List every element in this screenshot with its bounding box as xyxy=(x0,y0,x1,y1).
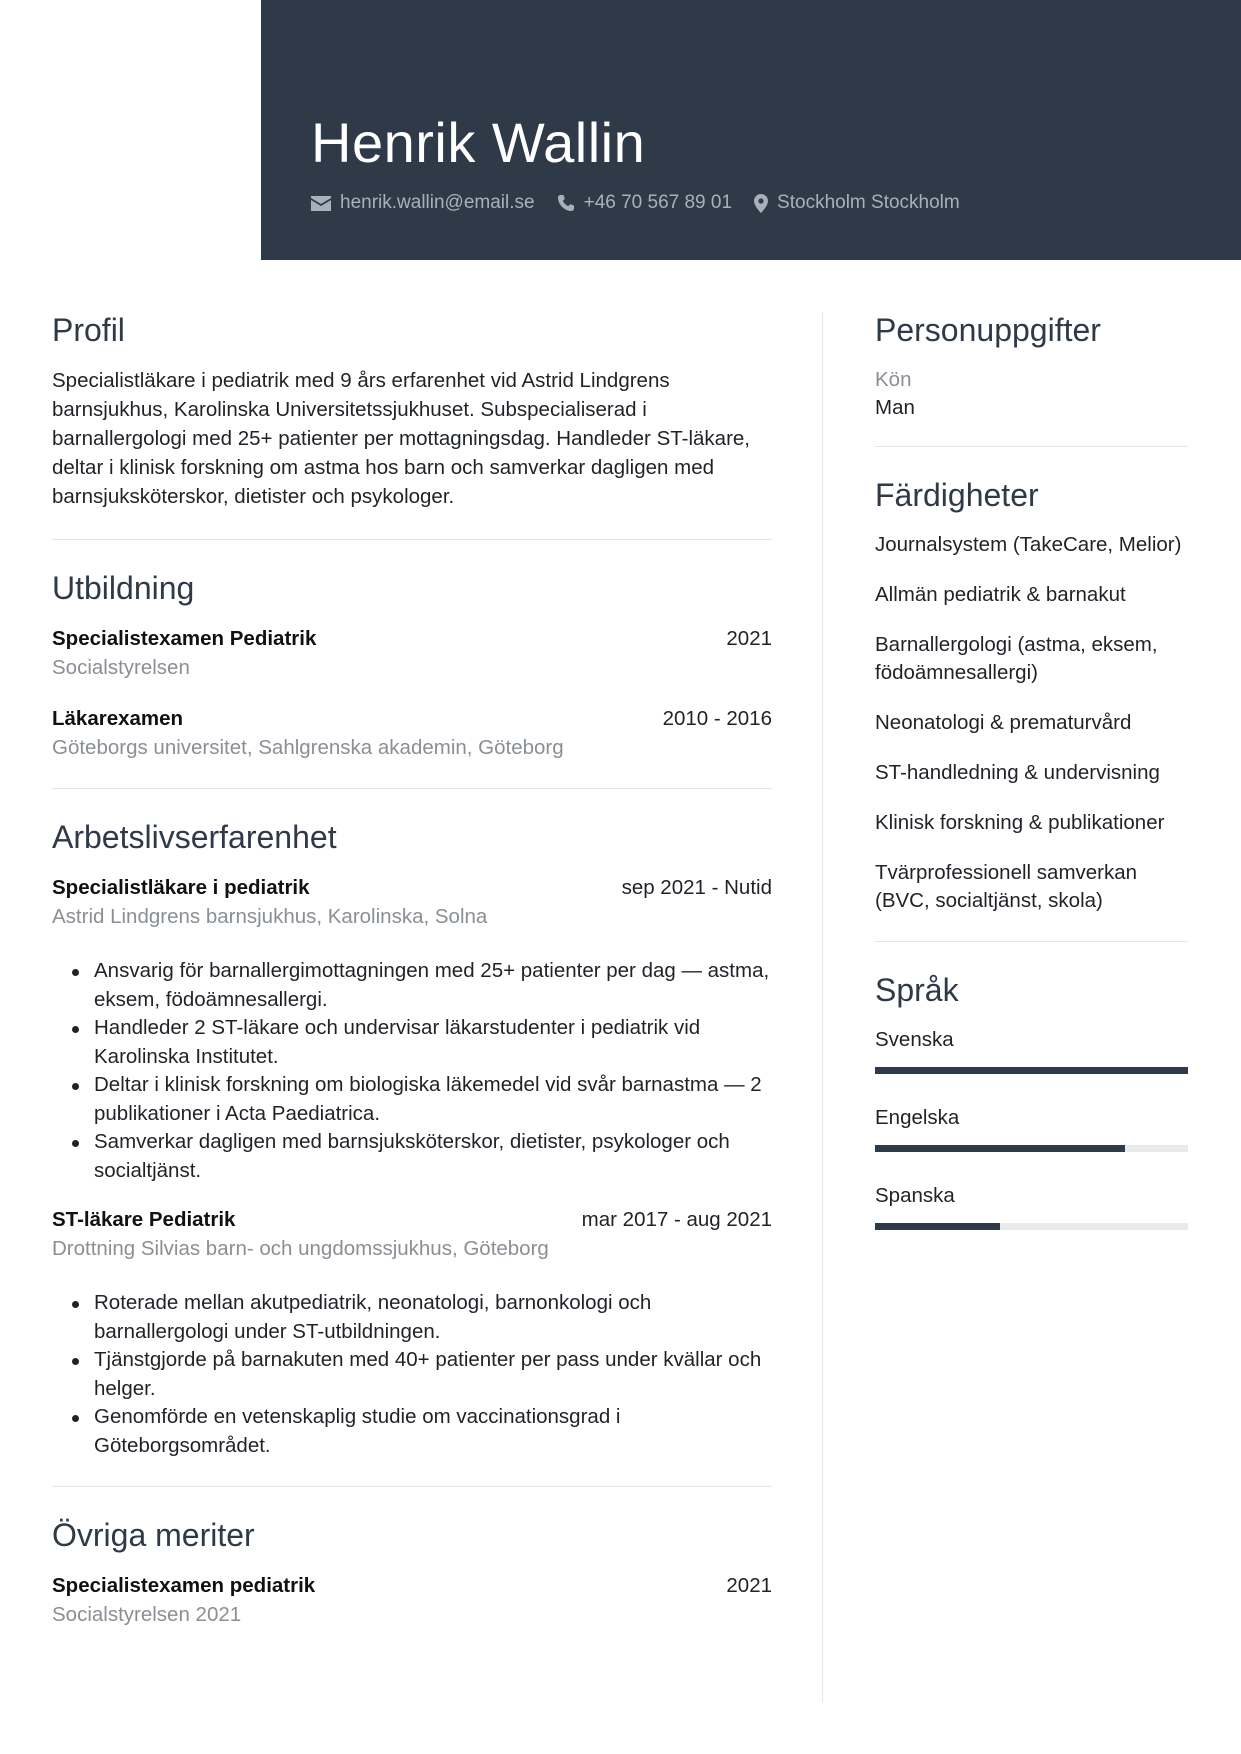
section-divider xyxy=(875,446,1188,447)
section-divider xyxy=(875,941,1188,942)
skill-item: Klinisk forskning & publikationer xyxy=(875,811,1165,834)
degree-title: Specialistexamen Pediatrik xyxy=(52,627,317,650)
map-pin-icon xyxy=(754,194,768,213)
language-level-bar xyxy=(875,1067,1188,1074)
section-title: Färdigheter xyxy=(875,477,1039,513)
list-item: Tjänstgjorde på barnakuten med 40+ patienter per pass under kvällar och helger. xyxy=(72,1346,772,1403)
employer-name: Astrid Lindgrens barnsjukhus, Karolinska, Solna xyxy=(52,905,488,928)
contact-email[interactable] xyxy=(311,192,535,214)
experience-entry xyxy=(52,1205,772,1460)
job-title: ST-läkare Pediatrik xyxy=(52,1208,236,1231)
location-text: Stockholm Stockholm xyxy=(777,192,960,213)
school-name: Socialstyrelsen xyxy=(52,656,190,679)
section-divider xyxy=(52,1486,772,1487)
skill-item: Journalsystem (TakeCare, Melior) xyxy=(875,533,1182,556)
section-title: Arbetslivserfarenhet xyxy=(52,819,337,855)
entry-date: mar 2017 - aug 2021 xyxy=(581,1208,772,1231)
skill-item: Allmän pediatrik & barnakut xyxy=(875,583,1126,606)
phone-icon xyxy=(557,194,575,212)
section-title: Personuppgifter xyxy=(875,312,1101,348)
language-level-fill xyxy=(875,1223,1000,1230)
envelope-icon xyxy=(311,196,331,211)
profile-section xyxy=(52,308,772,511)
language-name: Svenska xyxy=(875,1028,954,1051)
education-entry xyxy=(52,624,772,682)
education-entry xyxy=(52,704,772,762)
other-merits-section xyxy=(52,1513,772,1629)
skill-item: Neonatologi & prematurvård xyxy=(875,711,1132,734)
achievement-list xyxy=(72,957,772,1185)
list-item: Deltar i klinisk forskning om biologiska läkemedel vid svår barnastma — 2 publikationer i Acta Paediatrica. xyxy=(72,1071,772,1128)
main-column xyxy=(52,308,772,1629)
list-item: Roterade mellan akutpediatrik, neonatologi, barnonkologi och barnallergologi under ST-utbildningen. xyxy=(72,1289,772,1346)
email-text: henrik.wallin@email.se xyxy=(340,192,535,213)
profile-text: Specialistläkare i pediatrik med 9 års erfarenhet vid Astrid Lindgrens barnsjukhus, Karolinska Universitetssjukhuset. Subspecialiserad i barnallergologi med 25+ patienter per mottagningsdag. Handleder ST-läkare, deltar i klinisk forskning om astma hos barn och samverkar dagligen med barnsjuksköterskor, dietister och psykologer. xyxy=(52,369,751,508)
entry-date: 2010 - 2016 xyxy=(662,707,772,730)
section-title: Profil xyxy=(52,312,125,348)
entry-date: sep 2021 - Nutid xyxy=(621,876,772,899)
skill-item: Tvärprofessionell samverkan (BVC, socialtjänst, skola) xyxy=(875,861,1138,912)
merit-title: Specialistexamen pediatrik xyxy=(52,1574,316,1597)
column-divider xyxy=(822,312,823,1702)
language-level-bar xyxy=(875,1145,1188,1152)
skill-item: Barnallergologi (astma, eksem, födoämnesallergi) xyxy=(875,633,1158,684)
list-item: Handleder 2 ST-läkare och undervisar läkarstudenter i pediatrik vid Karolinska Institutet. xyxy=(72,1014,772,1071)
job-title: Specialistläkare i pediatrik xyxy=(52,876,310,899)
language-level-bar xyxy=(875,1223,1188,1230)
sidebar-column xyxy=(875,308,1188,1260)
merit-issuer: Socialstyrelsen 2021 xyxy=(52,1603,242,1626)
entry-date: 2021 xyxy=(726,627,772,650)
school-name: Göteborgs universitet, Sahlgrenska akademin, Göteborg xyxy=(52,736,564,759)
entry-date: 2021 xyxy=(726,1574,772,1597)
phone-text: +46 70 567 89 01 xyxy=(583,192,733,213)
language-name: Engelska xyxy=(875,1106,960,1129)
list-item: Genomförde en vetenskaplig studie om vaccinationsgrad i Göteborgsområdet. xyxy=(72,1403,772,1460)
list-item: Samverkar dagligen med barnsjuksköterskor, dietister, psykologer och socialtjänst. xyxy=(72,1128,772,1185)
header-banner xyxy=(261,0,1241,260)
skills-section xyxy=(875,473,1188,915)
employer-name: Drottning Silvias barn- och ungdomssjukhus, Göteborg xyxy=(52,1237,549,1260)
experience-section xyxy=(52,815,772,1460)
section-title: Övriga meriter xyxy=(52,1517,255,1553)
contact-location xyxy=(754,192,960,214)
degree-title: Läkarexamen xyxy=(52,707,184,730)
merit-entry xyxy=(52,1571,772,1629)
gender-value: Man xyxy=(875,396,915,419)
language-entry xyxy=(875,1182,1188,1230)
language-level-fill xyxy=(875,1145,1125,1152)
section-title: Utbildning xyxy=(52,570,195,606)
language-name: Spanska xyxy=(875,1184,955,1207)
personal-section xyxy=(875,308,1188,422)
language-entry xyxy=(875,1104,1188,1152)
language-entry xyxy=(875,1026,1188,1074)
achievement-list xyxy=(72,1289,772,1460)
languages-section xyxy=(875,968,1188,1230)
language-level-fill xyxy=(875,1067,1188,1074)
gender-label: Kön xyxy=(875,368,912,391)
list-item: Ansvarig för barnallergimottagningen med 25+ patienter per dag — astma, eksem, födoämnesallergi. xyxy=(72,957,772,1014)
contact-row xyxy=(311,192,982,214)
section-divider xyxy=(52,788,772,789)
education-section xyxy=(52,566,772,762)
contact-phone[interactable] xyxy=(557,192,732,214)
candidate-name: Henrik Wallin xyxy=(311,111,646,174)
skill-item: ST-handledning & undervisning xyxy=(875,761,1160,784)
section-divider xyxy=(52,539,772,540)
experience-entry xyxy=(52,873,772,1185)
section-title: Språk xyxy=(875,972,959,1008)
